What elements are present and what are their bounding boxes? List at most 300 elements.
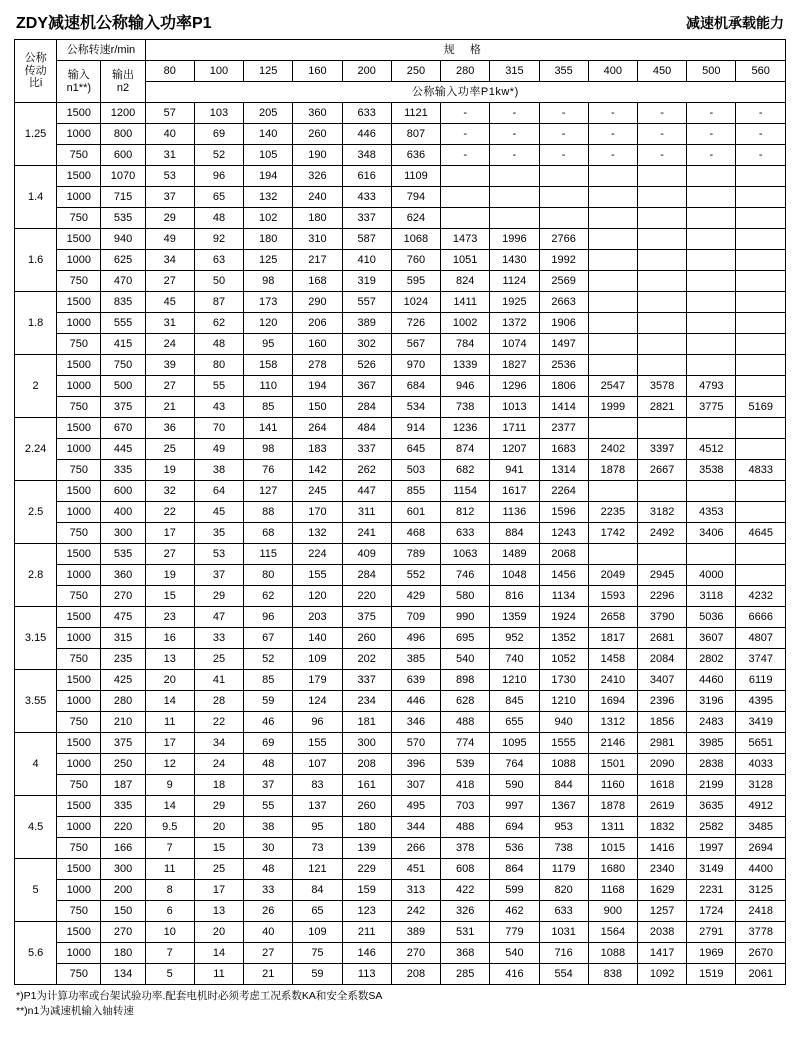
input-speed-cell: 1500: [57, 166, 101, 187]
power-cell: 25: [194, 859, 243, 880]
power-cell: 1024: [391, 292, 440, 313]
power-cell: 946: [441, 376, 490, 397]
power-cell: 451: [391, 859, 440, 880]
power-cell: 447: [342, 481, 391, 502]
power-cell: 11: [145, 712, 194, 733]
power-cell: 22: [194, 712, 243, 733]
table-row: [15, 544, 786, 565]
power-cell: 57: [145, 103, 194, 124]
input-speed-cell: 1000: [57, 817, 101, 838]
power-cell: 278: [293, 355, 342, 376]
power-cell: 1048: [490, 565, 539, 586]
power-cell: 1074: [490, 334, 539, 355]
input-speed-cell: 1500: [57, 670, 101, 691]
power-cell: 789: [391, 544, 440, 565]
power-cell: 202: [342, 649, 391, 670]
power-cell: 864: [490, 859, 539, 880]
power-cell: 48: [194, 334, 243, 355]
power-cell: 1555: [539, 733, 588, 754]
power-cell: 266: [391, 838, 440, 859]
input-speed-cell: 750: [57, 208, 101, 229]
power-cell: [687, 229, 736, 250]
power-cell: -: [736, 124, 786, 145]
power-cell: 205: [244, 103, 293, 124]
power-cell: 13: [145, 649, 194, 670]
power-cell: 1052: [539, 649, 588, 670]
output-speed-cell: 625: [101, 250, 145, 271]
power-cell: 262: [342, 460, 391, 481]
power-cell: 17: [145, 733, 194, 754]
power-cell: 1339: [441, 355, 490, 376]
power-cell: 224: [293, 544, 342, 565]
power-cell: [588, 208, 637, 229]
power-cell: 17: [145, 523, 194, 544]
power-cell: 47: [194, 607, 243, 628]
output-speed-cell: 315: [101, 628, 145, 649]
power-cell: 313: [391, 880, 440, 901]
power-cell: 29: [194, 796, 243, 817]
power-cell: 20: [145, 670, 194, 691]
power-cell: 1134: [539, 586, 588, 607]
power-cell: 488: [441, 712, 490, 733]
power-cell: [736, 544, 786, 565]
power-cell: [539, 166, 588, 187]
power-cell: 1015: [588, 838, 637, 859]
power-cell: 27: [145, 376, 194, 397]
power-cell: 1564: [588, 922, 637, 943]
power-cell: [736, 208, 786, 229]
input-speed-cell: 1500: [57, 733, 101, 754]
ratio-cell: 1.4: [15, 166, 57, 229]
power-cell: 940: [539, 712, 588, 733]
power-cell: 34: [194, 733, 243, 754]
power-cell: 70: [194, 418, 243, 439]
power-cell: 2582: [687, 817, 736, 838]
input-speed-cell: 1500: [57, 481, 101, 502]
power-cell: 4000: [687, 565, 736, 586]
power-cell: 2296: [637, 586, 686, 607]
output-speed-cell: 200: [101, 880, 145, 901]
power-cell: 422: [441, 880, 490, 901]
output-speed-cell: 1070: [101, 166, 145, 187]
header-rpm: 公称转速r/min: [57, 40, 145, 61]
power-cell: 1925: [490, 292, 539, 313]
power-cell: [637, 481, 686, 502]
power-cell: 15: [194, 838, 243, 859]
power-cell: 639: [391, 670, 440, 691]
table-row: [15, 838, 786, 859]
output-speed-cell: 800: [101, 124, 145, 145]
power-cell: 5036: [687, 607, 736, 628]
input-speed-cell: 750: [57, 460, 101, 481]
power-cell: 125: [244, 250, 293, 271]
power-cell: 32: [145, 481, 194, 502]
power-cell: 580: [441, 586, 490, 607]
power-cell: 302: [342, 334, 391, 355]
power-cell: 107: [293, 754, 342, 775]
power-cell: 1497: [539, 334, 588, 355]
input-speed-cell: 1000: [57, 250, 101, 271]
input-speed-cell: 1000: [57, 565, 101, 586]
ratio-cell: 4.5: [15, 796, 57, 859]
power-cell: 29: [145, 208, 194, 229]
power-cell: [687, 166, 736, 187]
power-cell: 539: [441, 754, 490, 775]
power-cell: 1992: [539, 250, 588, 271]
power-cell: 300: [342, 733, 391, 754]
power-cell: 1501: [588, 754, 637, 775]
input-speed-cell: 750: [57, 271, 101, 292]
power-cell: 19: [145, 460, 194, 481]
power-cell: 260: [293, 124, 342, 145]
power-cell: 3196: [687, 691, 736, 712]
header-size-1: 100: [194, 61, 243, 82]
table-row: [15, 229, 786, 250]
header-p1-label: 公称输入功率P1kw*): [145, 82, 785, 103]
power-cell: 367: [342, 376, 391, 397]
power-cell: 137: [293, 796, 342, 817]
output-speed-cell: 940: [101, 229, 145, 250]
power-cell: 784: [441, 334, 490, 355]
power-cell: 311: [342, 502, 391, 523]
power-cell: 4033: [736, 754, 786, 775]
power-cell: 5651: [736, 733, 786, 754]
power-cell: 140: [293, 628, 342, 649]
input-speed-cell: 750: [57, 775, 101, 796]
power-cell: 2802: [687, 649, 736, 670]
power-cell: -: [637, 145, 686, 166]
power-cell: -: [588, 145, 637, 166]
power-cell: 3790: [637, 607, 686, 628]
input-speed-cell: 750: [57, 649, 101, 670]
header-ratio-line3: 比i: [28, 77, 43, 90]
power-cell: 2410: [588, 670, 637, 691]
power-cell: 158: [244, 355, 293, 376]
power-cell: 33: [194, 628, 243, 649]
table-row: [15, 124, 786, 145]
power-cell: 845: [490, 691, 539, 712]
power-cell: [637, 418, 686, 439]
power-cell: 1051: [441, 250, 490, 271]
power-cell: 4460: [687, 670, 736, 691]
power-cell: 2821: [637, 397, 686, 418]
power-cell: 1724: [687, 901, 736, 922]
page-header: [14, 10, 786, 39]
power-cell: 3419: [736, 712, 786, 733]
power-cell: 1878: [588, 460, 637, 481]
input-speed-cell: 1000: [57, 691, 101, 712]
power-cell: 1088: [588, 943, 637, 964]
power-cell: 1314: [539, 460, 588, 481]
power-cell: [637, 271, 686, 292]
power-cell: 5: [145, 964, 194, 985]
power-cell: [588, 355, 637, 376]
power-cell: 2547: [588, 376, 637, 397]
power-cell: 1372: [490, 313, 539, 334]
power-cell: 2670: [736, 943, 786, 964]
power-cell: [687, 334, 736, 355]
input-speed-cell: 1000: [57, 880, 101, 901]
power-cell: 1629: [637, 880, 686, 901]
input-speed-cell: 1500: [57, 859, 101, 880]
power-cell: 3407: [637, 670, 686, 691]
power-cell: [588, 166, 637, 187]
power-cell: 360: [293, 103, 342, 124]
header-input-speed: [57, 61, 101, 103]
output-speed-cell: 600: [101, 481, 145, 502]
power-cell: 142: [293, 460, 342, 481]
power-cell: [736, 229, 786, 250]
output-speed-cell: 375: [101, 733, 145, 754]
header-input-line2: n1**): [66, 81, 92, 94]
power-cell: 264: [293, 418, 342, 439]
header-row-1: [15, 40, 786, 61]
power-cell: 64: [194, 481, 243, 502]
power-cell: 15: [145, 586, 194, 607]
output-speed-cell: 425: [101, 670, 145, 691]
power-cell: 4807: [736, 628, 786, 649]
power-cell: 3397: [637, 439, 686, 460]
power-cell: 348: [342, 145, 391, 166]
table-row: [15, 376, 786, 397]
output-speed-cell: 400: [101, 502, 145, 523]
ratio-cell: 4: [15, 733, 57, 796]
power-cell: 80: [244, 565, 293, 586]
table-row: [15, 481, 786, 502]
power-cell: 462: [490, 901, 539, 922]
power-cell: 1109: [391, 166, 440, 187]
power-cell: 203: [293, 607, 342, 628]
output-speed-cell: 335: [101, 460, 145, 481]
power-cell: 109: [293, 922, 342, 943]
power-cell: 4912: [736, 796, 786, 817]
power-cell: 95: [244, 334, 293, 355]
header-ratio-line1: 公称: [24, 52, 47, 65]
power-cell: 1068: [391, 229, 440, 250]
power-cell: 7: [145, 943, 194, 964]
power-cell: 69: [194, 124, 243, 145]
power-cell: 12: [145, 754, 194, 775]
power-cell: [687, 208, 736, 229]
power-cell: 2658: [588, 607, 637, 628]
power-cell: 2667: [637, 460, 686, 481]
input-speed-cell: 750: [57, 334, 101, 355]
power-cell: 284: [342, 565, 391, 586]
power-cell: 3985: [687, 733, 736, 754]
power-cell: -: [637, 103, 686, 124]
header-size-12: 560: [736, 61, 786, 82]
power-cell: 183: [293, 439, 342, 460]
power-cell: 601: [391, 502, 440, 523]
input-speed-cell: 1500: [57, 103, 101, 124]
power-cell: [687, 544, 736, 565]
power-cell: 290: [293, 292, 342, 313]
header-spec: 规 格: [145, 40, 785, 61]
power-cell: 146: [342, 943, 391, 964]
power-cell: [441, 166, 490, 187]
table-row: [15, 145, 786, 166]
power-cell: 633: [539, 901, 588, 922]
power-cell: 812: [441, 502, 490, 523]
power-cell: 40: [244, 922, 293, 943]
power-cell: 96: [244, 607, 293, 628]
power-cell: 953: [539, 817, 588, 838]
power-cell: 1359: [490, 607, 539, 628]
power-cell: 102: [244, 208, 293, 229]
power-cell: 2038: [637, 922, 686, 943]
power-cell: 636: [391, 145, 440, 166]
input-speed-cell: 1500: [57, 418, 101, 439]
power-cell: 557: [342, 292, 391, 313]
power-cell: 337: [342, 439, 391, 460]
power-cell: 96: [293, 712, 342, 733]
input-speed-cell: 750: [57, 145, 101, 166]
power-cell: 1832: [637, 817, 686, 838]
power-cell: 2663: [539, 292, 588, 313]
power-cell: 53: [194, 544, 243, 565]
input-speed-cell: 1500: [57, 544, 101, 565]
output-speed-cell: 300: [101, 523, 145, 544]
power-cell: 120: [244, 313, 293, 334]
power-cell: [736, 439, 786, 460]
power-cell: 9.5: [145, 817, 194, 838]
power-cell: [736, 565, 786, 586]
power-cell: 1092: [637, 964, 686, 985]
power-cell: 2569: [539, 271, 588, 292]
power-cell: 59: [244, 691, 293, 712]
power-cell: 488: [441, 817, 490, 838]
power-cell: [637, 229, 686, 250]
power-cell: 24: [194, 754, 243, 775]
power-cell: 1311: [588, 817, 637, 838]
power-cell: 150: [293, 397, 342, 418]
input-speed-cell: 1000: [57, 439, 101, 460]
power-cell: 284: [342, 397, 391, 418]
power-cell: 1856: [637, 712, 686, 733]
power-cell: 1817: [588, 628, 637, 649]
power-cell: 1296: [490, 376, 539, 397]
power-cell: 173: [244, 292, 293, 313]
power-cell: [687, 418, 736, 439]
power-cell: 914: [391, 418, 440, 439]
power-cell: 45: [145, 292, 194, 313]
power-cell: 2377: [539, 418, 588, 439]
power-cell: [588, 334, 637, 355]
power-cell: 2791: [687, 922, 736, 943]
power-cell: 14: [145, 691, 194, 712]
power-cell: [736, 292, 786, 313]
power-cell: -: [588, 103, 637, 124]
output-speed-cell: 150: [101, 901, 145, 922]
power-cell: 27: [145, 271, 194, 292]
power-cell: 1680: [588, 859, 637, 880]
power-cell: 40: [145, 124, 194, 145]
power-cell: 1417: [637, 943, 686, 964]
power-cell: 695: [441, 628, 490, 649]
page-title-right: 减速机承载能力: [686, 15, 784, 31]
power-cell: 55: [244, 796, 293, 817]
power-cell: 67: [244, 628, 293, 649]
table-row: [15, 250, 786, 271]
power-cell: 4793: [687, 376, 736, 397]
power-cell: 2396: [637, 691, 686, 712]
power-cell: 96: [194, 166, 243, 187]
power-cell: 48: [194, 208, 243, 229]
power-cell: 25: [145, 439, 194, 460]
power-cell: 319: [342, 271, 391, 292]
input-speed-cell: 750: [57, 523, 101, 544]
table-row: [15, 649, 786, 670]
power-cell: 34: [145, 250, 194, 271]
header-size-2: 125: [244, 61, 293, 82]
power-cell: [637, 313, 686, 334]
header-ratio: [15, 40, 57, 103]
power-cell: 217: [293, 250, 342, 271]
power-cell: 208: [342, 754, 391, 775]
power-cell: 179: [293, 670, 342, 691]
input-speed-cell: 1000: [57, 124, 101, 145]
power-cell: 997: [490, 796, 539, 817]
power-cell: 1160: [588, 775, 637, 796]
power-cell: 941: [490, 460, 539, 481]
power-cell: 655: [490, 712, 539, 733]
output-speed-cell: 360: [101, 565, 145, 586]
power-cell: 113: [342, 964, 391, 985]
page-title: ZDY减速机公称输入功率P1: [16, 15, 212, 32]
power-cell: 307: [391, 775, 440, 796]
power-cell: 1207: [490, 439, 539, 460]
input-speed-cell: 1500: [57, 607, 101, 628]
table-row: [15, 418, 786, 439]
power-cell: 2402: [588, 439, 637, 460]
power-cell: 36: [145, 418, 194, 439]
power-cell: 2231: [687, 880, 736, 901]
power-cell: 120: [293, 586, 342, 607]
power-cell: 310: [293, 229, 342, 250]
power-cell: 526: [342, 355, 391, 376]
power-cell: 3118: [687, 586, 736, 607]
power-cell: 37: [194, 565, 243, 586]
power-cell: 4232: [736, 586, 786, 607]
power-cell: 990: [441, 607, 490, 628]
power-cell: 3538: [687, 460, 736, 481]
power-cell: 22: [145, 502, 194, 523]
power-cell: -: [539, 103, 588, 124]
power-cell: [687, 313, 736, 334]
power-cell: 1997: [687, 838, 736, 859]
power-cell: 1124: [490, 271, 539, 292]
power-cell: 368: [441, 943, 490, 964]
power-cell: [736, 250, 786, 271]
power-cell: 2264: [539, 481, 588, 502]
table-row: [15, 565, 786, 586]
power-cell: 59: [293, 964, 342, 985]
power-cell: 62: [194, 313, 243, 334]
power-cell: 220: [342, 586, 391, 607]
power-cell: 2340: [637, 859, 686, 880]
power-cell: [736, 271, 786, 292]
power-cell: 229: [342, 859, 391, 880]
power-cell: 952: [490, 628, 539, 649]
header-size-0: 80: [145, 61, 194, 82]
power-cell: 2061: [736, 964, 786, 985]
power-cell: 2199: [687, 775, 736, 796]
power-cell: 1489: [490, 544, 539, 565]
power-cell: 570: [391, 733, 440, 754]
power-cell: 29: [194, 586, 243, 607]
power-cell: [736, 481, 786, 502]
power-cell: 63: [194, 250, 243, 271]
